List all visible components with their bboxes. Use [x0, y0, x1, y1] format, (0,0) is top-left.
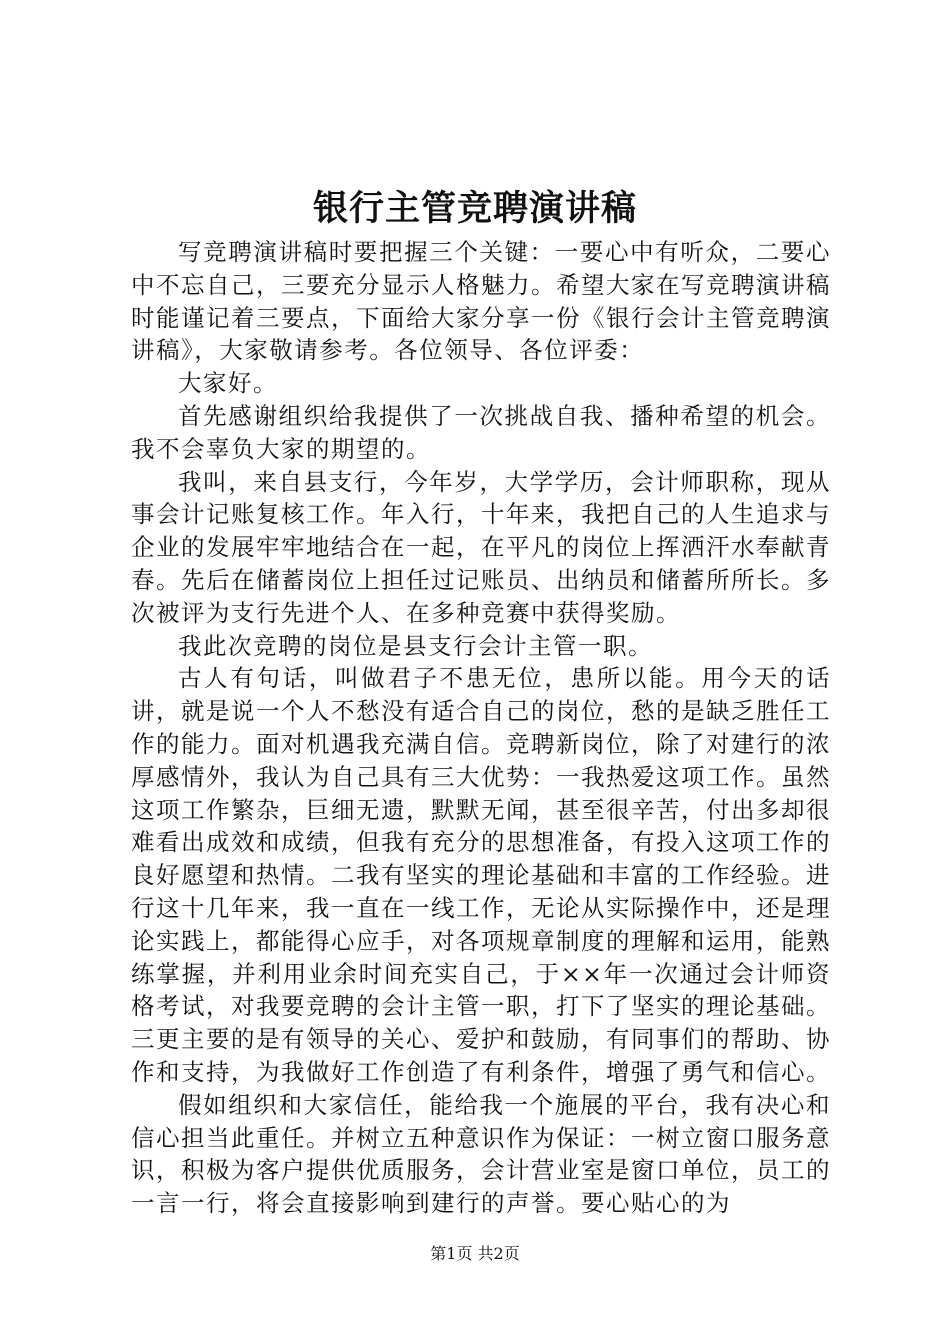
paragraph: 古人有句话，叫做君子不患无位，患所以能。用今天的话讲，就是说一个人不愁没有适合自己的岗位，愁的是缺乏胜任工作的能力。面对机遇我充满自信。竞聘新岗位，除了对建行的浓厚感情外，我认为自己具有三大优势：一我热爱这项工作。虽然这项工作繁杂，巨细无遗，默默无闻，甚至很辛苦，付出多却很难看出成效和成绩，但我有充分的思想准备，有投入这项工作的良好愿望和热情。二我有坚实的理论基础和丰富的工作经验。进行这十几年来，我一直在一线工作，无论从实际操作中，还是理论实践上，都能得心应手，对各项规章制度的理解和运用，能熟练掌握，并利用业余时间充实自己，于××年一次通过会计师资格考试，对我要竞聘的会计主管一职，打下了坚实的理论基础。三更主要的是有领导的关心、爱护和鼓励，有同事们的帮助、协作和支持，为我做好工作创造了有利条件，增强了勇气和信心。: [131, 664, 831, 1086]
paragraph: 首先感谢组织给我提供了一次挑战自我、播种希望的机会。我不会辜负大家的期望的。: [131, 401, 831, 463]
page-number-footer: 第1页 共2页: [430, 1244, 520, 1263]
paragraph: 我叫，来自县支行，今年岁，大学学历，会计师职称，现从事会计记账复核工作。年入行，十年来，我把自己的人生追求与企业的发展牢牢地结合在一起，在平凡的岗位上挥洒汗水奉献青春。先后在储蓄岗位上担任过记账员、出纳员和储蓄所所长。多次被评为支行先进个人、在多种竞赛中获得奖励。: [131, 467, 831, 627]
paragraph: 写竞聘演讲稿时要把握三个关键：一要心中有听众，二要心中不忘自己，三要充分显示人格魅力。希望大家在写竞聘演讲稿时能谨记着三要点，下面给大家分享一份《银行会计主管竞聘演讲稿》，大家敬请参考。各位领导、各位评委：: [131, 238, 831, 365]
paragraph: 大家好。: [178, 369, 278, 398]
paragraph: 我此次竞聘的岗位是县支行会计主管一职。: [178, 631, 653, 660]
paragraph: 假如组织和大家信任，能给我一个施展的平台，我有决心和信心担当此重任。并树立五种意识作为保证：一树立窗口服务意识，积极为客户提供优质服务，会计营业室是窗口单位，员工的一言一行，将会直接影响到建行的声誉。要心贴心的为: [131, 1090, 831, 1218]
document-title: 银行主管竞聘演讲稿: [312, 188, 637, 229]
document-body: [131, 236, 831, 1220]
